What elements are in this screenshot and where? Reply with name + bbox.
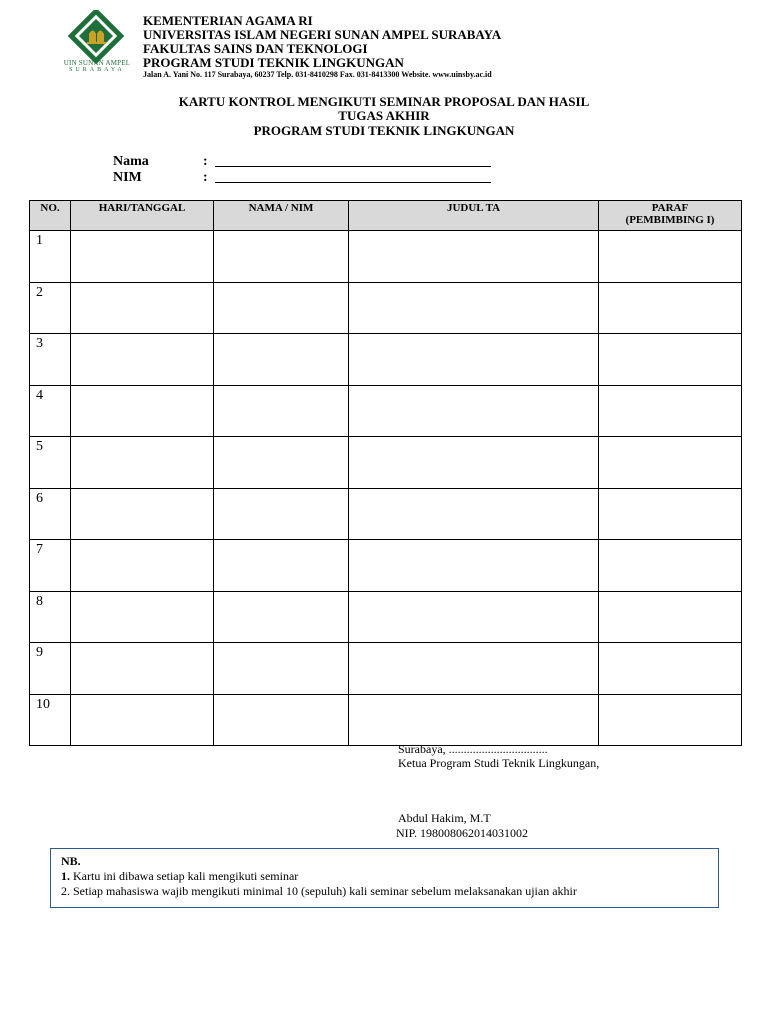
table-row xyxy=(30,694,742,746)
header-paraf-line1: PARAF xyxy=(651,202,689,214)
header-nama-nim: NAMA / NIM xyxy=(214,201,349,231)
header-judul-ta: JUDUL TA xyxy=(349,201,599,231)
hari-tanggal-cell[interactable] xyxy=(71,231,214,283)
judul-ta-cell[interactable] xyxy=(349,488,599,540)
row-number: 1 xyxy=(30,231,71,283)
note-item-1 xyxy=(61,869,718,884)
row-number: 10 xyxy=(30,694,71,746)
program-name: PROGRAM STUDI TEKNIK LINGKUNGAN xyxy=(143,55,404,70)
nim-label: NIM xyxy=(113,170,142,185)
row-number: 2 xyxy=(30,282,71,334)
document-title-line1: KARTU KONTROL MENGIKUTI SEMINAR PROPOSAL DAN HASIL xyxy=(178,94,590,109)
nama-nim-cell[interactable] xyxy=(214,591,349,643)
header-paraf-line2: (PEMBIMBING I) xyxy=(625,214,715,226)
paraf-cell[interactable] xyxy=(599,437,742,489)
header-hari-tanggal: HARI/TANGGAL xyxy=(71,201,214,231)
signature-role: Ketua Program Studi Teknik Lingkungan, xyxy=(398,756,600,770)
logo-caption-line1: UIN SUNAN AMPEL xyxy=(63,59,131,67)
table-row xyxy=(30,591,742,643)
judul-ta-cell[interactable] xyxy=(349,334,599,386)
faculty-name: FAKULTAS SAINS DAN TEKNOLOGI xyxy=(143,41,368,56)
logo-caption-line2: SURABAYA xyxy=(69,67,125,73)
signatory-nip: NIP. 198008062014031002 xyxy=(396,826,529,840)
logo-caption xyxy=(56,60,138,74)
document-title-line3: PROGRAM STUDI TEKNIK LINGKUNGAN xyxy=(253,123,515,138)
signature-place-date: Surabaya, ................................. xyxy=(398,742,548,756)
note-item-1-text: Kartu ini dibawa setiap kali mengikuti seminar xyxy=(70,869,299,883)
header-no: NO. xyxy=(30,201,71,231)
paraf-cell[interactable] xyxy=(599,231,742,283)
note-item-1-number: 1. xyxy=(61,869,70,883)
judul-ta-cell[interactable] xyxy=(349,282,599,334)
row-number: 9 xyxy=(30,643,71,695)
nim-colon: : xyxy=(203,170,208,185)
hari-tanggal-cell[interactable] xyxy=(71,694,214,746)
paraf-cell[interactable] xyxy=(599,334,742,386)
ministry-name: KEMENTERIAN AGAMA RI xyxy=(143,13,313,28)
judul-ta-cell[interactable] xyxy=(349,385,599,437)
paraf-cell[interactable] xyxy=(599,385,742,437)
hari-tanggal-cell[interactable] xyxy=(71,488,214,540)
nama-nim-cell[interactable] xyxy=(214,334,349,386)
judul-ta-cell[interactable] xyxy=(349,694,599,746)
hari-tanggal-cell[interactable] xyxy=(71,385,214,437)
paraf-cell[interactable] xyxy=(599,694,742,746)
nama-label: Nama xyxy=(113,154,149,169)
judul-ta-cell[interactable] xyxy=(349,591,599,643)
paraf-cell[interactable] xyxy=(599,540,742,592)
hari-tanggal-cell[interactable] xyxy=(71,540,214,592)
judul-ta-cell[interactable] xyxy=(349,437,599,489)
hari-tanggal-cell[interactable] xyxy=(71,591,214,643)
table-row xyxy=(30,643,742,695)
university-name: UNIVERSITAS ISLAM NEGERI SUNAN AMPEL SURABAYA xyxy=(143,27,502,42)
table-row xyxy=(30,488,742,540)
nama-field[interactable] xyxy=(215,153,491,167)
seminar-control-table xyxy=(29,200,742,746)
table-row xyxy=(30,231,742,283)
nama-colon: : xyxy=(203,154,208,169)
nama-nim-cell[interactable] xyxy=(214,437,349,489)
document-title-line2: TUGAS AKHIR xyxy=(338,108,430,123)
row-number: 5 xyxy=(30,437,71,489)
judul-ta-cell[interactable] xyxy=(349,643,599,695)
row-number: 4 xyxy=(30,385,71,437)
nama-nim-cell[interactable] xyxy=(214,540,349,592)
nama-nim-cell[interactable] xyxy=(214,385,349,437)
paraf-cell[interactable] xyxy=(599,282,742,334)
note-box xyxy=(50,848,719,908)
note-item-2: 2. Setiap mahasiswa wajib mengikuti minimal 10 (sepuluh) kali seminar sebelum melaksanakan ujian akhir xyxy=(61,884,577,898)
row-number: 6 xyxy=(30,488,71,540)
table-header-row xyxy=(30,201,742,231)
hari-tanggal-cell[interactable] xyxy=(71,437,214,489)
table-row xyxy=(30,282,742,334)
paraf-cell[interactable] xyxy=(599,643,742,695)
row-number: 8 xyxy=(30,591,71,643)
row-number: 3 xyxy=(30,334,71,386)
judul-ta-cell[interactable] xyxy=(349,540,599,592)
nama-nim-cell[interactable] xyxy=(214,694,349,746)
paraf-cell[interactable] xyxy=(599,591,742,643)
table-row xyxy=(30,334,742,386)
hari-tanggal-cell[interactable] xyxy=(71,282,214,334)
nama-nim-cell[interactable] xyxy=(214,282,349,334)
table-row xyxy=(30,437,742,489)
address-line: Jalan A. Yani No. 117 Surabaya, 60237 Telp. 031-8410298 Fax. 031-8413300 Website. www.uinsby.ac.id xyxy=(143,70,492,79)
note-title: NB. xyxy=(61,854,81,868)
nama-nim-cell[interactable] xyxy=(214,231,349,283)
row-number: 7 xyxy=(30,540,71,592)
hari-tanggal-cell[interactable] xyxy=(71,334,214,386)
nama-nim-cell[interactable] xyxy=(214,488,349,540)
nama-nim-cell[interactable] xyxy=(214,643,349,695)
header-paraf xyxy=(599,201,742,231)
judul-ta-cell[interactable] xyxy=(349,231,599,283)
hari-tanggal-cell[interactable] xyxy=(71,643,214,695)
paraf-cell[interactable] xyxy=(599,488,742,540)
signatory-name: Abdul Hakim, M.T xyxy=(398,811,491,825)
table-row xyxy=(30,540,742,592)
nim-field[interactable] xyxy=(215,169,491,183)
table-row xyxy=(30,385,742,437)
